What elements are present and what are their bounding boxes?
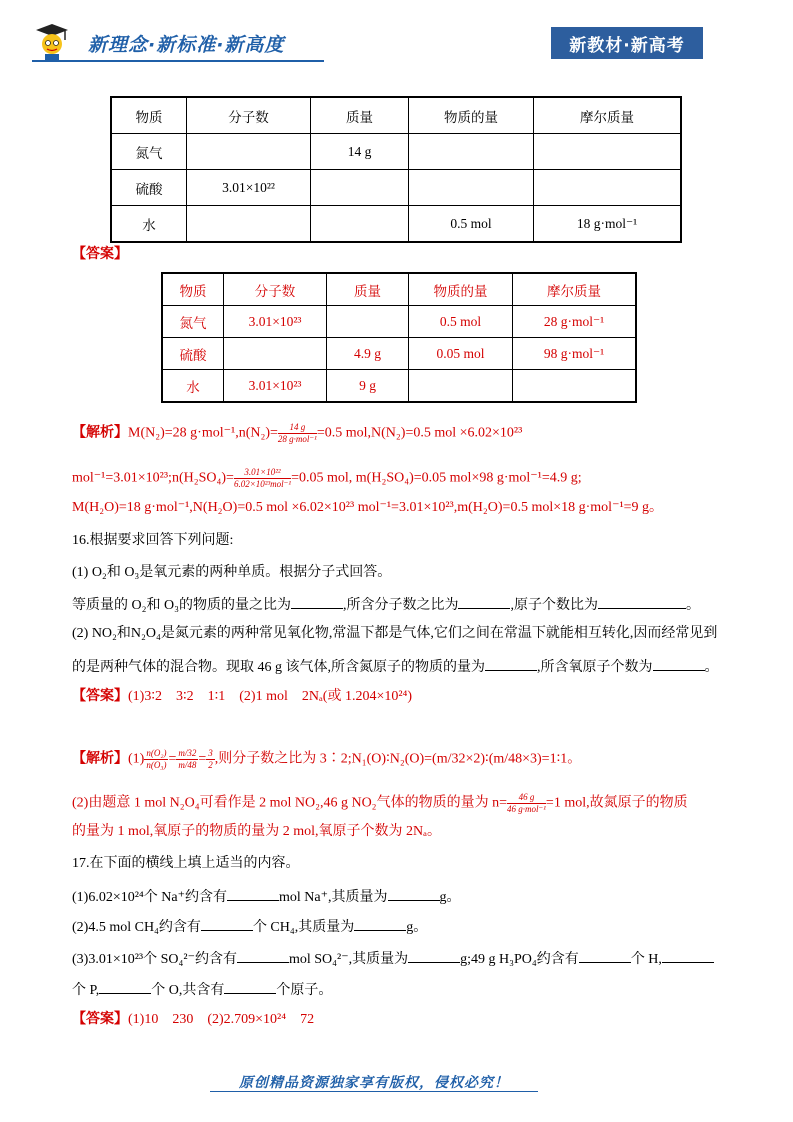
analysis-15-line-3: M(H₂O)=18 g·mol⁻¹,N(H₂O)=0.5 mol ×6.02×10²³ mol⁻¹=3.01×10²³,m(H₂O)=0.5 mol×18 g·mol⁻¹=9 g。 [72, 500, 664, 515]
table-cell: 水 [162, 370, 224, 403]
analysis-text: = [168, 751, 177, 767]
answer-blank[interactable] [408, 948, 460, 963]
q17-text: mol SO₄²⁻,其质量为 [288, 952, 409, 967]
fraction [206, 748, 215, 771]
fraction-numerator: 3.01×10²² [234, 467, 291, 479]
analysis-text: ,则分子数之比为 3∶2;N₁(O)∶N₂(O)=(m/32×2)∶(m/48×3)=1∶1。 [214, 751, 582, 767]
table-header-cell: 分子数 [187, 97, 311, 134]
analysis-text: =0.05 mol, m(H₂SO₄)=0.05 mol×98 g·mol⁻¹=4.9 g; [291, 470, 582, 486]
analysis-text: (2)由题意 1 mol N₂O₄可看作是 2 mol NO₂,46 g NO₂气体的物质的量为 n= [72, 795, 507, 811]
table-cell: 3.01×10²³ [224, 370, 327, 403]
table-cell [409, 370, 513, 403]
fraction-numerator: n(O₂) [146, 748, 167, 758]
q16-text: 。 [704, 660, 719, 675]
q16-analysis-line-2 [72, 792, 688, 815]
q16-p4 [72, 656, 719, 677]
q17-text: 个 O,共含有 [151, 983, 225, 998]
q16-text: ,所含氧原子个数为 [537, 660, 653, 675]
q17-text: 个 CH₄,其质量为 [252, 920, 355, 935]
table-row [111, 134, 681, 170]
table-cell: 3.01×10²² [187, 170, 311, 206]
q17-text: mol Na⁺,其质量为 [279, 890, 388, 905]
fraction-numerator: m/32 [178, 748, 197, 758]
fraction-numerator: 14 g [278, 422, 317, 434]
answer-blank[interactable] [99, 979, 151, 994]
header-divider [32, 60, 324, 62]
analysis-text: =1 mol,故氮原子的物质 [545, 795, 688, 811]
table-cell: 硫酸 [162, 338, 224, 370]
table-header-cell: 物质的量 [409, 97, 534, 134]
answer-blank[interactable] [201, 916, 253, 931]
table-cell [311, 170, 409, 206]
fraction-denominator: 46 g·mol⁻¹ [506, 804, 546, 814]
table-cell: 14 g [311, 134, 409, 170]
table-row [111, 206, 681, 243]
q17-p1 [72, 886, 461, 907]
analysis-text: mol⁻¹=3.01×10²³;n(H₂SO₄)= [72, 470, 234, 486]
question-table [110, 96, 682, 243]
q17-p3 [72, 948, 714, 969]
fraction-numerator: 46 g [507, 792, 546, 804]
table-cell: 0.5 mol [409, 306, 513, 338]
table-row [162, 306, 636, 338]
fraction-denominator: 6.02×10²³mol⁻¹ [233, 479, 292, 489]
table-cell [311, 206, 409, 243]
q17-text: 个 H, [630, 952, 662, 967]
answer-blank[interactable] [662, 948, 714, 963]
table-cell: 3.01×10²³ [224, 306, 327, 338]
table-cell [187, 134, 311, 170]
table-cell [409, 170, 534, 206]
table-cell: 28 g·mol⁻¹ [513, 306, 637, 338]
table-header-cell: 质量 [311, 97, 409, 134]
table-cell: 水 [111, 206, 187, 243]
q16-analysis-line-1 [72, 748, 581, 771]
q16-p1: (1) O₂和 O₃是氧元素的两种单质。根据分子式回答。 [72, 565, 392, 580]
table-cell: 9 g [327, 370, 409, 403]
answer-text: (1)10 230 (2)2.709×10²⁴ 72 [128, 1012, 315, 1027]
fraction [278, 422, 317, 445]
answer-blank[interactable] [485, 656, 537, 671]
table-header-cell: 质量 [327, 273, 409, 306]
table-header-cell: 物质 [111, 97, 187, 134]
q17-text: g。 [439, 890, 461, 905]
table-cell [187, 206, 311, 243]
answer-label: 【答案】 [72, 1012, 128, 1027]
fraction-denominator: m/48 [178, 760, 197, 770]
answer-label: 【答案】 [72, 689, 128, 704]
table-cell [534, 170, 682, 206]
table-cell: 0.05 mol [409, 338, 513, 370]
table-header-cell: 物质的量 [409, 273, 513, 306]
fraction-numerator: 3 [208, 748, 213, 758]
answer-text: (1)3∶2 3∶2 1∶1 (2)1 mol 2Nₐ(或 1.204×10²⁴) [128, 689, 413, 704]
q17-text: 个 P, [72, 983, 100, 998]
mascot-icon [32, 22, 86, 62]
table-header-cell: 物质 [162, 273, 224, 306]
table-header-cell: 摩尔质量 [534, 97, 682, 134]
table-header-row [162, 273, 636, 306]
table-row [111, 170, 681, 206]
table-row [162, 338, 636, 370]
fraction [176, 748, 198, 771]
q17-p4 [72, 979, 332, 1000]
q17-text: 个原子。 [276, 983, 333, 998]
answer-blank[interactable] [224, 979, 276, 994]
q16-analysis-line-3: 的量为 1 mol,氧原子的物质的量为 2 mol,氧原子个数为 2Nₐ。 [72, 824, 441, 839]
q17-title: 17.在下面的横线上填上适当的内容。 [72, 856, 300, 871]
q17-text: g。 [406, 920, 428, 935]
header-badge: 新教材·新高考 [551, 27, 703, 59]
table-header-cell: 分子数 [224, 273, 327, 306]
q17-text: (2)4.5 mol CH₄约含有 [72, 920, 201, 935]
table-cell: 98 g·mol⁻¹ [513, 338, 637, 370]
q17-p2 [72, 916, 427, 937]
fraction [234, 467, 291, 490]
q17-text: g;49 g H₃PO₄约含有 [460, 952, 579, 967]
analysis-15-line-1 [72, 422, 522, 445]
analysis-label: 【解析】 [72, 425, 128, 441]
q16-text: ,所含分子数之比为 [342, 598, 459, 613]
table-cell [513, 370, 637, 403]
table-cell: 硫酸 [111, 170, 187, 206]
fraction-denominator: 2 [208, 760, 213, 770]
answer-blank[interactable] [579, 948, 631, 963]
q16-title: 16.根据要求回答下列问题: [72, 533, 234, 548]
table-row [162, 370, 636, 403]
table-cell [327, 306, 409, 338]
table-cell: 4.9 g [327, 338, 409, 370]
answer-blank[interactable] [227, 886, 279, 901]
q17-text: (3)3.01×10²³个 SO₄²⁻约含有 [72, 952, 237, 967]
analysis-15-line-2 [72, 467, 582, 490]
q16-text: 。 [685, 598, 700, 613]
q17-text: (1)6.02×10²⁴个 Na⁺约含有 [72, 890, 228, 905]
fraction [144, 748, 168, 771]
analysis-label: 【解析】 [72, 751, 128, 767]
table-cell [224, 338, 327, 370]
answer-blank[interactable] [598, 594, 686, 609]
table-header-cell: 摩尔质量 [513, 273, 637, 306]
answer-blank[interactable] [458, 594, 510, 609]
answer-table [161, 272, 637, 403]
table-cell: 氮气 [162, 306, 224, 338]
table-cell [534, 134, 682, 170]
header-slogan: 新理念·新标准·新高度 [88, 34, 285, 56]
answer-blank[interactable] [291, 594, 343, 609]
answer-blank[interactable] [354, 916, 406, 931]
fraction-denominator: n(O₃) [146, 760, 167, 770]
table-cell: 18 g·mol⁻¹ [534, 206, 682, 243]
fraction [507, 792, 546, 815]
answer-blank[interactable] [388, 886, 440, 901]
q16-p3: (2) NO₂和N₂O₄是氮元素的两种常见氧化物,常温下都是气体,它们之间在常温下就能相互转化,因而经常见到 [72, 626, 718, 641]
analysis-text: M(N₂)=28 g·mol⁻¹,n(N₂)= [128, 425, 278, 441]
answer-blank[interactable] [653, 656, 705, 671]
fraction-denominator: 28 g·mol⁻¹ [277, 434, 317, 444]
footer-copyright: 原创精品资源独家享有版权，侵权必究！ [239, 1075, 509, 1091]
table-cell: 0.5 mol [409, 206, 534, 243]
analysis-text: =0.5 mol,N(N₂)=0.5 mol ×6.02×10²³ [316, 425, 523, 441]
table-cell: 氮气 [111, 134, 187, 170]
analysis-text: (1) [128, 751, 145, 767]
q16-text: 等质量的 O₂和 O₃的物质的量之比为 [72, 598, 291, 613]
q17-answer [72, 1011, 314, 1029]
q16-text: ,原子个数比为 [510, 598, 598, 613]
q16-text: 的是两种气体的混合物。现取 46 g 该气体,所含氮原子的物质的量为 [72, 660, 485, 675]
q16-p2 [72, 594, 700, 615]
footer-divider [210, 1091, 538, 1092]
answer-blank[interactable] [237, 948, 289, 963]
table-cell [409, 134, 534, 170]
answer-label: 【答案】 [72, 247, 128, 262]
q16-answer [72, 688, 412, 706]
table-header-row [111, 97, 681, 134]
analysis-text: = [198, 751, 207, 767]
